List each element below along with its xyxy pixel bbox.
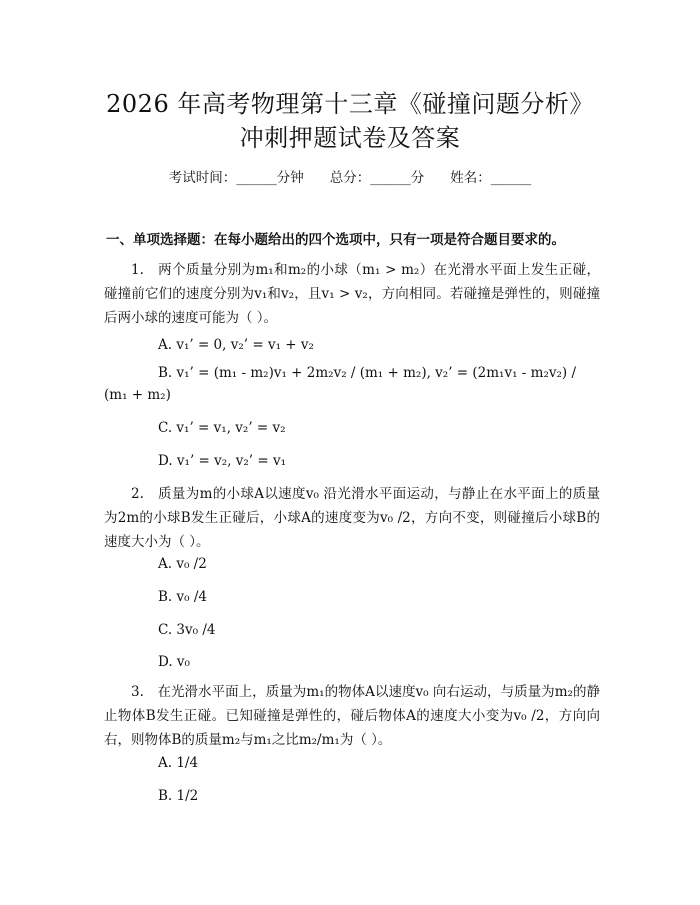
question-1-option-c: C. v₁’ = v₁, v₂’ = v₂ [158, 420, 286, 436]
question-2-option-b: B. v₀ /4 [158, 589, 207, 605]
exam-meta [0, 168, 700, 188]
question-3-stem: 3. 在光滑水平面上，质量为m₁的物体A以速度v₀ 向右运动，与质量为m₂的静止物体B发生正碰。已知碰撞是弹性的，碰后物体A的速度大小变为v₀ /2，方向向右，则物体B的质量m₂与m₁之比m₂/m₁为（ ）。 [104, 684, 600, 748]
question-3-option-a: A. 1/4 [158, 755, 199, 771]
page-subtitle: 冲刺押题试卷及答案 [239, 124, 461, 152]
page-title: 2026 年高考物理第十三章《碰撞问题分析》 [106, 90, 594, 118]
question-1-option-a: A. v₁’ = 0, v₂’ = v₁ + v₂ [158, 337, 314, 353]
question-2-stem: 2. 质量为m的小球A以速度v₀ 沿光滑水平面运动，与静止在水平面上的质量为2m的小球B发生正碰后，小球A的速度变为v₀ /2，方向不变，则碰撞后小球B的速度大小为（ ）。 [104, 486, 600, 550]
exam-score: 总分：______分 [329, 170, 425, 186]
question-3-option-b: B. 1/2 [158, 788, 199, 804]
question-2-option-a: A. v₀ /2 [158, 556, 207, 572]
question-1-option-d: D. v₁’ = v₂, v₂’ = v₁ [158, 453, 287, 469]
question-1-option-b: B. v₁’ = (m₁ - m₂)v₁ + 2m₂v₂ / (m₁ + m₂), v₂’ = (2m₁v₁ - m₂v₂) / (m₁ + m₂) [104, 365, 577, 403]
exam-time: 考试时间：______分钟 [168, 170, 304, 186]
question-2-option-d: D. v₀ [158, 654, 190, 670]
section-heading: 一、单项选择题：在每小题给出的四个选项中，只有一项是符合题目要求的。 [106, 232, 565, 248]
exam-name: 姓名：______ [450, 170, 532, 186]
question-1-stem: 1. 两个质量分别为m₁和m₂的小球（m₁ > m₂）在光滑水平面上发生正碰，碰撞前它们的速度分别为v₁和v₂，且v₁ > v₂，方向相同。若碰撞是弹性的，则碰撞后两小球的速度可能为（ ）。 [104, 262, 600, 326]
question-2-option-c: C. 3v₀ /4 [158, 622, 216, 638]
